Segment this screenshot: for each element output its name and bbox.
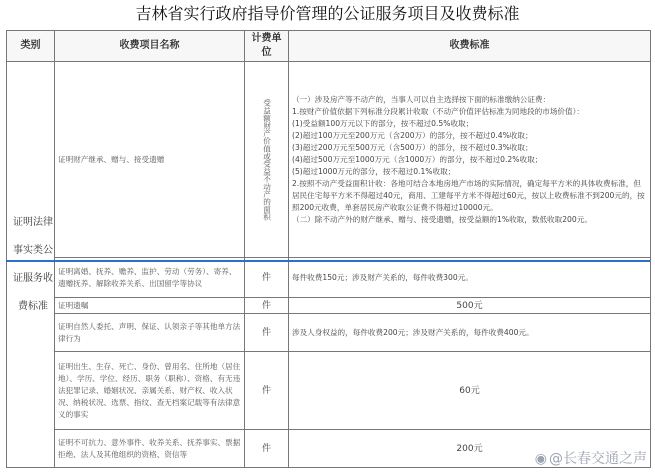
standard-cell: 涉及人身权益的，每件收费200元；涉及财产关系的，每件收费400元。 <box>289 314 651 352</box>
watermark-text: @长春交通之声 <box>549 451 647 467</box>
standard-line: （一）涉及房产等不动产的，当事人可以自主选择按下面的标准缴纳公证费： <box>292 94 551 104</box>
watermark <box>535 448 647 468</box>
standard-cell: 每件收费150元；涉及财产关系的，每件收费300元。 <box>289 258 651 298</box>
item-name: 证明自然人委托、声明、保证、认领亲子等其他单方法律行为 <box>55 314 245 352</box>
standard-line: （二）除不动产外的财产继承、赠与、接受遗赠，按受益额的1%收取，数低收取200元。 <box>292 214 592 224</box>
item-name: 证明离婚、抚养、赡养、监护、劳动（劳务）、寄养、遗赠抚养、解除收养关系、出国留学等协议 <box>55 258 245 298</box>
standard-cell: 500元 <box>289 298 651 314</box>
unit-label: 件 <box>245 314 289 352</box>
standard-cell <box>289 62 651 258</box>
item-name: 证明不可抗力、意外事件、收养关系、抚养事实、票据拒绝、法人及其他组织的资格、资信等 <box>55 430 245 468</box>
standard-line: (1)受益额100万元以下的部分，按不超过0.5%收取； <box>292 118 474 128</box>
item-name: 证明遗嘱 <box>55 298 245 314</box>
unit-label: 受益额财产价值或受益不动产的面积 <box>262 98 272 221</box>
item-name: 证明财产继承、赠与、接受遗赠 <box>55 62 245 258</box>
unit-label: 件 <box>245 258 289 298</box>
header-unit: 计费单位 <box>245 31 289 62</box>
table-row <box>7 62 651 258</box>
unit-label: 件 <box>245 298 289 314</box>
category-label: 证明法律事实类公证服务收费标准 <box>13 216 53 312</box>
standard-line: (2)超过100万元至200万元（含200万）的部分，按不超过0.4%收取； <box>292 130 533 140</box>
table-row <box>7 314 651 352</box>
header-category: 类别 <box>7 31 55 62</box>
standard-line: 2.按照不动产受益面积计收：各地可结合本地房地产市场的实际情况，确定每平方米的具体收费标准，但居民住宅每平方米不得超过40元，商用、工建每平方米不得超过60元，按以上收费标准不到200元的，按照200元收费，单套居民房产收取公证费不得超过10000元。 <box>292 178 645 212</box>
header-standard: 收费标准 <box>289 31 651 62</box>
table-row <box>7 298 651 314</box>
table-row <box>7 258 651 298</box>
unit-label: 件 <box>245 352 289 430</box>
standard-line: (5)超过1000万元的部分，按不超过0.1%收取； <box>292 166 456 176</box>
unit-label: 件 <box>245 430 289 468</box>
item-name: 证明出生、生存、死亡、身份、曾用名、住所地（居住地）、学历、学位、经历、职务（职称）、资格、有无违法犯罪记录、婚姻状况、亲属关系、财产权、收入状况、纳税状况、选票、指纹、查无档案记载等有法律意义的事实 <box>55 352 245 430</box>
standard-line: (3)超过200万元至500万元（含500万）的部分，按不超过0.3%收取； <box>292 142 533 152</box>
header-item: 收费项目名称 <box>55 31 245 62</box>
document-title: 吉林省实行政府指导价管理的公证服务项目及收费标准 <box>135 4 520 23</box>
weibo-icon: ◉ <box>534 451 547 467</box>
standard-line: 1.按财产价值依据下列标准分段累计收取（不动产价值评估标准为同地段的市场价值）： <box>292 106 585 116</box>
blue-divider <box>6 260 650 262</box>
header-row <box>7 31 651 62</box>
unit-cell <box>245 62 289 258</box>
standard-cell: 60元 <box>289 352 651 430</box>
fee-table <box>6 30 651 468</box>
category-cell <box>7 62 55 468</box>
standard-line: (4)超过500万元至1000万元（含1000万）的部分，按不超过0.2%收取； <box>292 154 543 164</box>
standard-cell: 200元 <box>289 430 651 468</box>
table-row <box>7 352 651 430</box>
